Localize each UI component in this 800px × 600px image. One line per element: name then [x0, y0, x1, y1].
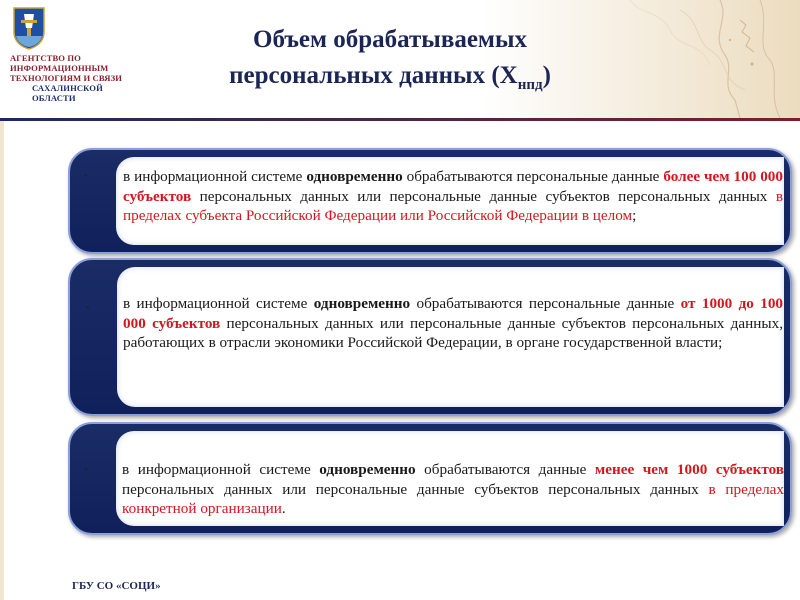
highlight-text: в пределах субъекта Российской Федерации или Российской Федерации в целом	[123, 187, 783, 224]
agency-name	[10, 53, 140, 103]
bullet-icon: •	[84, 465, 88, 476]
page-title	[150, 22, 630, 103]
highlight-text: от 1000 до 100 000 субъектов	[123, 295, 784, 332]
card-text-segment: персональных данных или персональные данные субъектов персональных данных	[191, 187, 776, 205]
agency-line: ИНФОРМАЦИОННЫМ	[10, 63, 109, 73]
sakhalin-coat-of-arms-icon	[12, 6, 46, 50]
card-text-segment: .	[281, 500, 286, 517]
title-subscript: нпд	[517, 77, 543, 93]
highlight-text: в пределах конкретной организации	[122, 480, 784, 517]
title-line-2-suffix: )	[542, 62, 551, 89]
title-line-2-text: персональных данных (Х	[229, 62, 518, 89]
card-text-segment: обрабатываются данные	[415, 461, 595, 478]
emphasis-text: одновременно	[319, 461, 416, 478]
category-card-medium	[68, 258, 792, 416]
card-text-segment: обрабатываются персональные данные	[402, 168, 664, 185]
header	[0, 0, 800, 118]
bullet-icon: •	[86, 303, 90, 314]
card-text	[123, 294, 783, 353]
card-text-segment: в информационной системе	[123, 295, 314, 312]
card-text-segment: в информационной системе	[123, 168, 307, 185]
agency-line: САХАЛИНСКОЙ	[32, 83, 103, 93]
emphasis-text: одновременно	[306, 168, 403, 185]
left-decor-bar	[0, 121, 4, 600]
card-text-segment: персональных данных или персональные данные субъектов персональных данных	[122, 480, 709, 498]
card-text-segment: обрабатываются персональные данные	[410, 295, 681, 312]
header-divider	[0, 118, 800, 121]
agency-line: АГЕНТСТВО ПО	[10, 53, 81, 63]
card-text-segment: персональных данных или персональные данные субъектов персональных данных, работающих в отрасли экономики Российской Федерации, в органе государственной власти;	[123, 314, 783, 351]
title-line-2	[150, 58, 630, 103]
card-text-segment: в информационной системе	[122, 461, 320, 478]
emphasis-text: одновременно	[313, 295, 411, 312]
category-card-small	[68, 422, 792, 535]
card-text	[123, 167, 783, 226]
title-line-1: Объем обрабатываемых	[253, 26, 527, 53]
highlight-text: менее чем 1000 субъектов	[594, 461, 784, 478]
card-text-segment: ;	[632, 207, 637, 224]
card-text	[122, 460, 784, 519]
footer-org: ГБУ СО «СОЦИ»	[72, 580, 161, 592]
agency-line: ТЕХНОЛОГИЯМ И СВЯЗИ	[10, 73, 122, 83]
category-card-large	[68, 148, 792, 254]
bullet-icon: •	[84, 171, 88, 182]
highlight-text: более чем 100 000 субъектов	[123, 168, 783, 205]
agency-line: ОБЛАСТИ	[32, 93, 76, 103]
